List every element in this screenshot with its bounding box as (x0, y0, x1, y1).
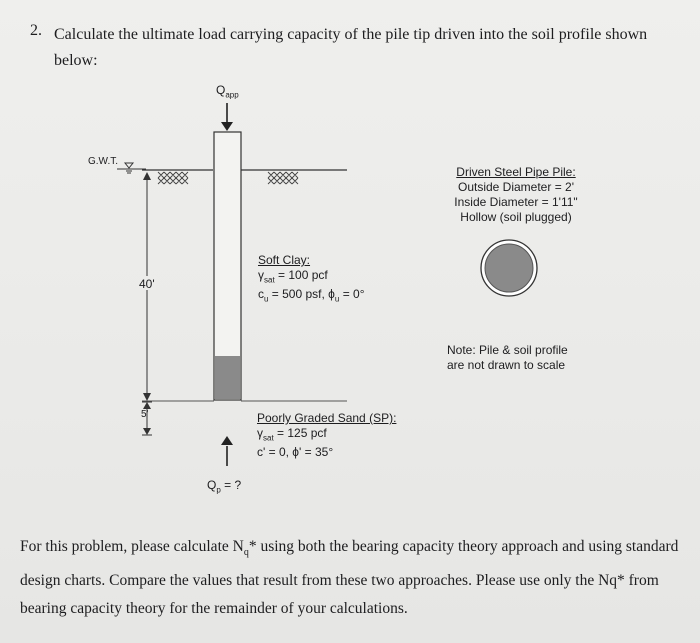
pile-inside-diameter: Inside Diameter = 1'11" (454, 195, 578, 209)
scale-note-line1: Note: Pile & soil profile (447, 343, 568, 357)
sand-title: Poorly Graded Sand (SP): (257, 411, 397, 425)
pile-note: Hollow (soil plugged) (460, 210, 572, 224)
q-app-label: $Q_{app}$ (216, 83, 239, 100)
gwt-label: G.W.T. (88, 156, 118, 167)
clay-strength: $c_u = 500$ psf, $\phi_u = 0^\circ$ (258, 287, 365, 304)
pile-cross-section (481, 240, 537, 296)
pile-outside-diameter: Outside Diameter = 2' (457, 180, 574, 194)
question-text: Calculate the ultimate load carrying capacity of the pile tip driven into the soil profile shown below: (54, 26, 648, 69)
scale-note (447, 343, 568, 373)
qp-label: $Q_p$ = ? (207, 478, 242, 495)
instructions-paragraph: For this problem, please calculate $N_q*$ using both the bearing capacity theory approach and using standard design charts. Compare the values that result from these two approaches. Please use only the Nq* from bearing capacity theory for the remainder of your calculations. (20, 538, 679, 618)
question-number: 2. (30, 22, 42, 39)
ground-hatch-left (158, 172, 188, 184)
qp-arrow (221, 436, 233, 466)
sand-depth-label: 5' (141, 409, 149, 420)
clay-depth-label: 40' (139, 277, 155, 291)
pile-description (446, 165, 586, 225)
ground-hatch-right (268, 172, 298, 184)
sand-strength: c' = 0, ϕ' = 35° (257, 445, 334, 460)
clay-title: Soft Clay: (258, 253, 311, 267)
clay-properties (258, 253, 365, 307)
gwt-symbol (117, 163, 146, 173)
pile-soil-plug (215, 356, 240, 399)
clay-unit-weight: $\gamma_{sat} = 100$ pcf (258, 268, 328, 285)
pile-title: Driven Steel Pipe Pile: (456, 165, 576, 179)
q-app-arrow (221, 103, 233, 131)
sand-unit-weight: $\gamma_{sat} = 125$ pcf (257, 426, 327, 443)
sand-properties (257, 411, 396, 460)
scale-note-line2: are not drawn to scale (447, 358, 566, 372)
